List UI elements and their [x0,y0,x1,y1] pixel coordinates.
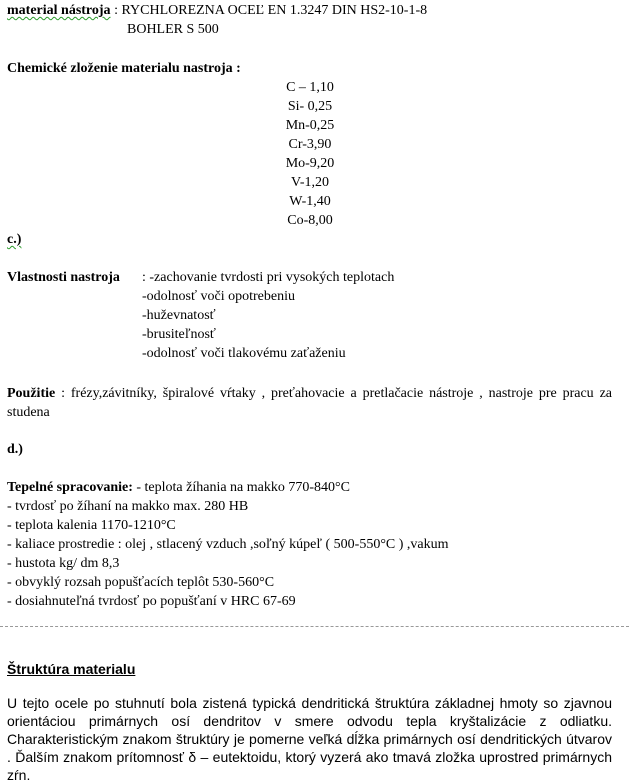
tepelne-item: - hustota kg/ dm 8,3 [7,556,120,571]
section-c [7,232,21,248]
section-d-text: d.) [7,442,23,457]
struktura-heading-text: Štruktúra materialu [7,661,136,677]
chem-heading [7,61,241,77]
tepelne-item: - obvyklý rozsah popušťacích teplôt 530-560°C [7,575,275,590]
chem-item: Si- 0,25 [287,99,333,114]
vlastnosti-item: -brusiteľnosť [142,327,216,342]
chem-item: Mn-0,25 [285,118,335,133]
struktura-heading [7,661,135,677]
section-c-text: c.) [7,232,22,247]
vlastnosti-item: : -zachovanie tvrdosti pri vysokých teplotach [142,270,395,285]
material-label: material nástroja [7,3,111,18]
tepelne-label: Tepelné spracovanie: [7,480,133,495]
material-sep: : [110,3,122,18]
material-line [7,3,427,19]
chem-heading-text: Chemické zloženie materialu nastroja : [7,61,241,76]
vlastnosti-label-text: Vlastnosti nastroja [7,270,120,285]
chem-item: Co-8,00 [287,213,333,228]
tepelne-item: - teplota kalenia 1170-1210°C [7,518,176,533]
vlastnosti-item: -odolnosť voči opotrebeniu [142,289,295,304]
tepelne-item: - kaliace prostredie : olej , stlacený vzduch ,soľný kúpeľ ( 500-550°C ) ,vakum [7,537,449,552]
pouzitie-paragraph [7,384,612,422]
chem-item: V-1,20 [291,175,329,190]
vlastnosti-label [7,270,120,286]
pouzitie-label: Použitie [7,386,56,401]
chem-item: W-1,40 [289,194,331,209]
tepelne-first-line [7,480,350,496]
pouzitie-text: : frézy,závitníky, špiralové vŕtaky , preťahovacie a pretlačacie nástroje , nastroje pre pracu za studena [7,386,612,420]
vlastnosti-item: -odolnosť voči tlakovému zaťaženiu [142,346,346,361]
section-d [7,442,23,458]
chem-item: Mo-9,20 [285,156,335,171]
struktura-paragraph: U tejto ocele po stuhnutí bola zistená typická dendritická štruktúra základnej hmoty so zjavnou orientáciou primárnych osí dendritov v smere odvodu tepla kryštalizácie z odliatku. Charakteristickým znakom štruktúry je pomerne veľká dĺžka primárnych osí dendritických útvarov . Ďalším znakom prítomnosť δ – eutektoidu, ktorý vyzerá ako tmavá zložka uprostred primárnych zŕn. [7,695,612,783]
material-value-2: BOHLER S 500 [127,22,219,37]
chem-item: Cr-3,90 [288,137,332,152]
material-value-1: RYCHLOREZNA OCEĽ EN 1.3247 DIN HS2-10-1-8 [121,3,428,18]
tepelne-item: - tvrdosť po žíhaní na makko max. 280 HB [7,499,249,514]
tepelne-first: - teplota žíhania na makko 770-840°C [132,480,350,495]
tepelne-item: - dosiahnuteľná tvrdosť po popušťaní v HRC 67-69 [7,594,296,609]
chem-item: C – 1,10 [286,80,334,95]
page-break-divider [0,626,629,627]
vlastnosti-item: -huževnatosť [142,308,216,323]
